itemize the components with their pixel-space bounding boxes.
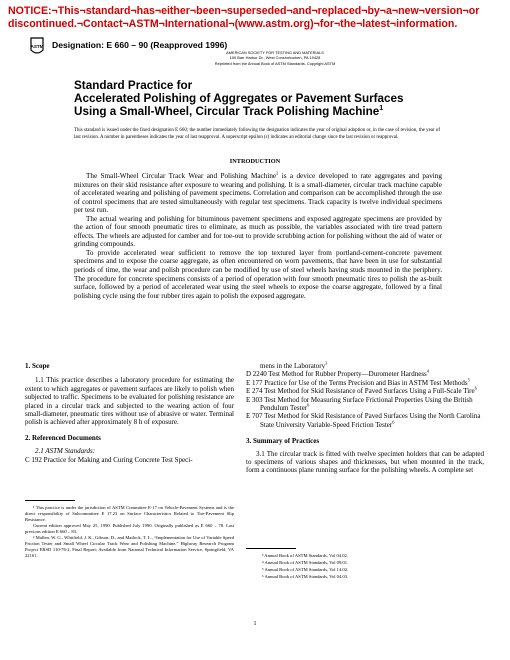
supersession-notice: NOTICE:¬This¬standard¬has¬either¬been¬superseded¬and¬replaced¬by¬a¬new¬version¬or discontinued.¬Contact¬ASTM¬International¬(www.astm.org)¬for¬the¬latest¬information. xyxy=(8,5,480,30)
intro-paragraph-1: The Small-Wheel Circular Track Wear and Polishing Machine$^2$ is a device developed to rate aggregates and paving mixtures on their skid resistance after exposure to wearing and polishing. It is a small-diameter, circular track machine capable of accelerated wearing and polishing of pavement specimens. Correlation and comparison can be accomplished through the use of control specimens that are tested simultaneously with regular test specimens. Track capacity is twelve individual specimens per test run. xyxy=(74,170,442,215)
left-column xyxy=(25,362,234,464)
reference-c192: C 192 Practice for Making and Curing Concrete Test Speci- xyxy=(25,455,193,464)
scope-paragraph: 1.1 This practice describes a laboratory procedure for estimating the extent to which aggregates or pavement surfaces are likely to polish when subjected to traffic. Specimens to be evaluated for polishing resistance are placed in a circular track and subjected to the wearing action of four small-diameter, pneumatic tires without use of abrasive or water. Terminal polish is achieved after approximately 8 h of exposure. xyxy=(25,376,234,427)
reprint-note: Reprinted from the Annual Book of ASTM Standards. Copyright ASTM xyxy=(214,60,336,66)
designation: Designation: E 660 – 90 (Reapproved 1996) xyxy=(52,40,228,50)
publisher-block xyxy=(200,50,350,66)
standard-issue-note: This standard is issued under the fixed designation E 660; the number immediately following the designation indicates the year of original adoption or, in the case of revision, the year of last revision. A number in parentheses indicates the year of last reapproval. A superscript epsilon (ε) indicates an editorial change since the last revision or reapproval. xyxy=(74,128,440,140)
footnotes-right xyxy=(262,552,484,580)
footnote-2: ² Mullen, W. G., Whitfield, J. K., Gibson, D., and Matlock, T. L., “Implementation for Use of Variable Speed Friction Tester and Small Wheel Circular Track Wear and Polishing Machine,” Highway Research Program Project ERSD 110-76-2, Final Report; Available from National Technical Information Service, Springfield, VA 22161. xyxy=(25,535,234,558)
intro-paragraph-2: The actual wearing and polishing for bituminous pavement specimens and exposed aggregate specimens are provided by the action of four smooth pneumatic tires to eliminate, as much as possible, the variables associated with tire tread pattern effects. The wheels are adjusted for camber and for toe-out to provide scrubbing action for polishing without the aid of water or grinding compounds. xyxy=(74,214,442,249)
footnote-5: ⁵ Annual Book of ASTM Standards, Vol 14.02. xyxy=(262,567,349,572)
introduction-heading: INTRODUCTION xyxy=(229,158,281,165)
reference-e303: E 303 Test Method for Measuring Surface Frictional Properties Using the British Pendulum Tester$^6$ xyxy=(246,395,473,413)
right-column xyxy=(246,362,484,475)
introduction-body xyxy=(74,172,442,300)
reference-e707: E 707 Test Method for Skid Resistance of Paved Surfaces Using the North Carolina State University Variable-Speed Friction Tester$^6$ xyxy=(246,412,481,429)
org-name: AMERICAN SOCIETY FOR TESTING AND MATERIALS xyxy=(226,50,324,55)
page-number: 1 xyxy=(253,621,257,627)
astm-logo-icon xyxy=(30,37,44,57)
scope-heading: 1. Scope xyxy=(25,362,50,370)
footnote-divider xyxy=(25,500,75,501)
astm-standards-subheading: 2.1 ASTM Standards: xyxy=(35,447,96,456)
footnote-3: ³ Annual Book of ASTM Standards, Vol 04.02. xyxy=(262,553,348,558)
document-title xyxy=(74,79,444,118)
footnotes-left xyxy=(25,505,234,559)
summary-heading: 3. Summary of Practices xyxy=(246,437,320,446)
referenced-documents-heading: 2. Referenced Documents xyxy=(25,433,101,442)
title-line-3: Using a Small-Wheel, Circular Track Polishing Machine$^1$ xyxy=(74,105,384,118)
footnote-divider-right xyxy=(246,548,296,549)
footnote-1: ¹ This practice is under the jurisdiction of ASTM Committee E-17 on Vehicle-Pavement Systems and is the direct responsibility of Subcommittee E 17.23 on Surface Characteristics Related to Tire-Pavement Slip Resistance. xyxy=(25,505,234,522)
reference-e274: E 274 Test Method for Skid Resistance of Paved Surfaces Using a Full-Scale Tire$^6$ xyxy=(246,385,477,396)
reference-e177: E 177 Practice for Use of the Terms Precision and Bias in ASTM Test Methods$^5$ xyxy=(246,377,470,387)
reference-d2240: D 2240 Test Method for Rubber Property—Durometer Hardness$^4$ xyxy=(246,369,430,379)
title-line-2: Accelerated Polishing of Aggregates or Pavement Surfaces xyxy=(74,92,404,105)
footnote-1-edition: Current edition approved May 25, 1990. Published July 1990. Originally published as E 660 – 78. Last previous edition E 660 – 83. xyxy=(25,523,234,534)
intro-paragraph-3: To provide accelerated wear sufficient to remove the top textured layer from portland-cement-concrete pavement specimens and to expose the coarse aggregate, as often encountered on worn pavements, that have been in use for substantial periods of time, the wear and polish procedure can be modified by use of steel wheels having studs mounted in the periphery. The procedure for concrete specimens consists of a period of operation with four smooth pneumatic tires to polish the as-built surface, followed by a period of accelerated wear using the steel wheels to expose the coarse aggregate, followed by a final polishing cycle using the four rubber tires again to polish the exposed aggregate. xyxy=(74,248,442,300)
svg-text:ASTM: ASTM xyxy=(30,44,44,49)
reference-c192-continued: mens in the Laboratory$^3$ xyxy=(260,360,328,370)
org-address: 100 Barr Harbor Dr., West Conshohocken, PA 19428 xyxy=(229,55,321,61)
footnote-4: ⁴ Annual Book of ASTM Standards, Vol 09.01. xyxy=(262,560,349,565)
title-footnote-mark: 1 xyxy=(379,105,384,113)
footnote-6: ⁶ Annual Book of ASTM Standards, Vol 04.03. xyxy=(262,574,349,579)
summary-paragraph: 3.1 The circular track is fitted with twelve specimen holders that can be adapted to specimens of various shapes and thicknesses, but when mounted in the track, form a continuous plane running surface for the polishing wheels. A complete set xyxy=(246,449,484,475)
title-line-1: Standard Practice for xyxy=(74,79,193,92)
